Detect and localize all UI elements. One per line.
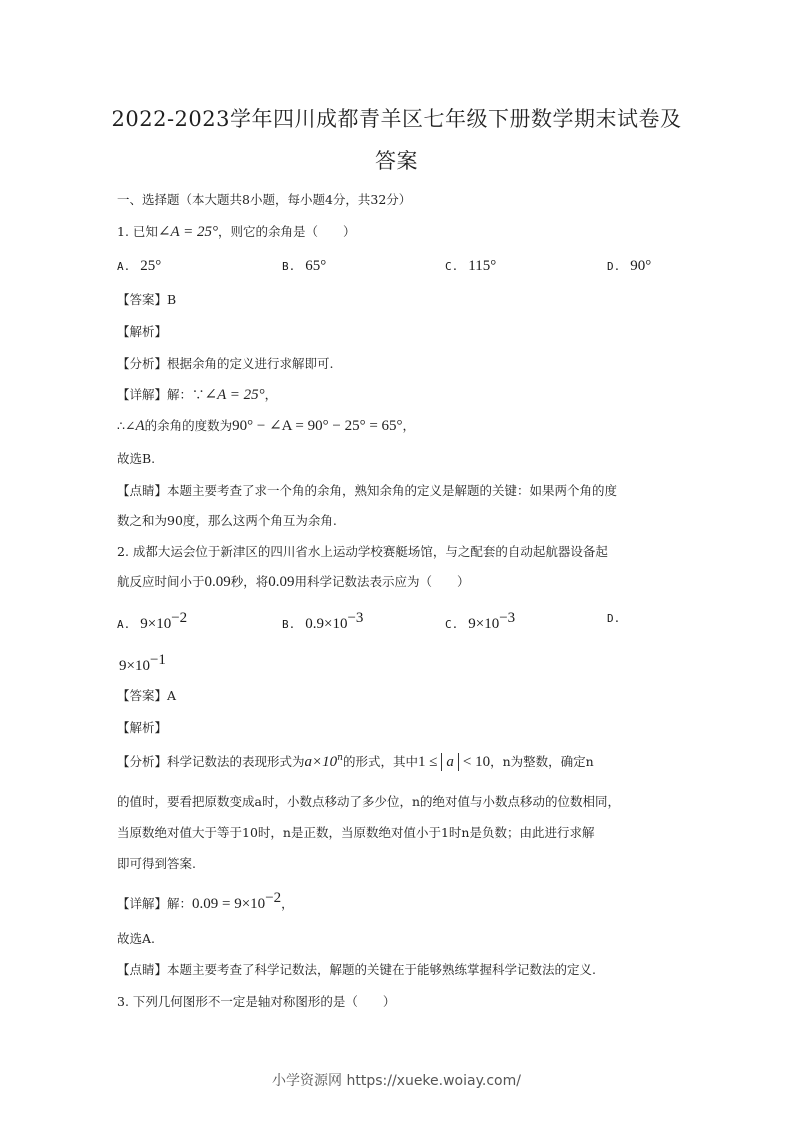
question-2-stem-line-1: 2. 成都大运会位于新津区的四川省水上运动学校赛艇场馆，与之配套的自动起航器设备起	[117, 544, 608, 559]
absolute-value: a	[441, 753, 459, 771]
question-2-option-d-value: $9\times 10^{-1}$	[119, 652, 166, 674]
question-1-choice: 故选B.	[117, 451, 156, 466]
question-number: 1.	[117, 224, 129, 239]
question-1-analysis-header: 【解析】	[117, 324, 168, 339]
question-1-answer: 【答案】B	[117, 292, 177, 307]
question-2-choice: 故选A.	[117, 931, 156, 946]
question-2-analysis-line-4: 即可得到答案.	[117, 856, 196, 871]
section-heading: 一、选择题（本大题共8小题，每小题4分，共32分）	[117, 192, 412, 207]
question-2-comment: 【点睛】本题主要考查了科学记数法，解题的关键在于能够熟练掌握科学记数法的定义.	[117, 962, 596, 977]
stem-text: ，则它的余角是（ ）	[218, 224, 356, 239]
question-2-analysis-line-3: 当原数绝对值大于等于10时，n是正数，当原数绝对值小于1时n是负数；由此进行求解	[117, 825, 595, 840]
question-1-option-d: D. 90°	[607, 258, 652, 274]
question-2-stem-line-2: 航反应时间小于0.09秒，将0.09用科学记数法表示应为（ ）	[117, 574, 470, 590]
question-2-option-d-label: D.	[607, 612, 621, 625]
question-2-answer: 【答案】A	[117, 688, 177, 703]
question-2-detail: 【详解】解：$0.09 = 9\times 10^{-2}$，	[117, 890, 294, 912]
stem-text: 已知	[132, 224, 158, 239]
question-2-analysis-line-1: 【分析】科学记数法的表现形式为$a\times 10^n$的形式，其中1 ≤ a < 10，n为整数，确定n	[117, 753, 594, 770]
document-title-line-1: 2022-2023学年四川成都青羊区七年级下册数学期末试卷及	[111, 107, 682, 131]
question-2-option-c: C. $9\times 10^{-3}$	[445, 610, 516, 632]
question-1-comment-line-1: 【点睛】本题主要考查了求一个角的余角，熟知余角的定义是解题的关键：如果两个角的度	[117, 483, 618, 498]
question-2-option-a: A. $9\times 10^{-2}$	[117, 610, 188, 632]
question-1-comment-line-2: 数之和为90度，那么这两个角互为余角.	[117, 513, 337, 528]
question-2-analysis-header: 【解析】	[117, 720, 168, 735]
question-1-derivation: ∴∠A的余角的度数为90° − ∠A = 90° − 25° = 65°，	[117, 418, 416, 434]
question-2-option-b: B. $0.9\times 10^{-3}$	[282, 610, 364, 632]
question-1-detail: 【详解】解：∵∠A = 25°，	[117, 387, 278, 403]
question-3-stem: 3. 下列几何图形不一定是轴对称图形的是（ ）	[117, 994, 396, 1009]
question-2-analysis-line-2: 的值时，要看把原数变成a时，小数点移动了多少位，n的绝对值与小数点移动的位数相同，	[117, 794, 621, 809]
stem-math: ∠A = 25°	[157, 224, 219, 240]
question-1-stem	[117, 222, 356, 241]
document-title-line-2: 答案	[375, 149, 418, 173]
question-1-option-b: B. 65°	[282, 258, 327, 274]
question-1-option-a: A. 25°	[117, 258, 162, 274]
footer-watermark: 小学资源网 https://xueke.woiay.com/	[272, 1073, 521, 1089]
question-1-analysis: 【分析】根据余角的定义进行求解即可.	[117, 356, 334, 371]
question-1-option-c: C. 115°	[445, 258, 497, 274]
